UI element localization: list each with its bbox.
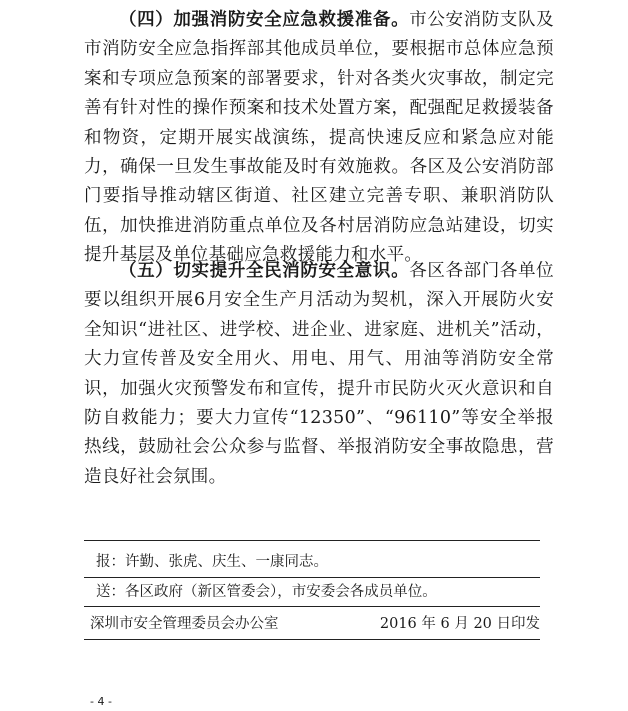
section-4-body: 市公安消防支队及市消防安全应急指挥部其他成员单位，要根据市总体应急预案和专项应急预案的部署要求，针对各类火灾事故，制定完善有针对性的操作预案和技术处置方案，配强配足救援装备和物资，定期开展实战演练，提高快速反应和紧急应对能力，确保一旦发生事故能及时有效施救。各区及公安消防部门要指导推动辖区街道、社区建立完善专职、兼职消防队伍，加快推进消防重点单位及各村居消防应急站建设，切实提升基层及单位基础应急救援能力和水平。 bbox=[84, 10, 554, 266]
section-4-paragraph bbox=[84, 6, 554, 271]
distribution-top-rule bbox=[84, 540, 540, 541]
page-number: - 4 - bbox=[90, 695, 112, 708]
section-4-heading: （四）加强消防安全应急救援准备。 bbox=[119, 10, 410, 30]
report-to-line: 报：许勤、张虎、庆生、一康同志。 bbox=[96, 554, 328, 570]
distribution-bottom-rule bbox=[84, 639, 540, 640]
issuer-name: 深圳市安全管理委员会办公室 bbox=[90, 616, 279, 632]
issue-date: 2016 年 6 月 20 日印发 bbox=[379, 616, 540, 632]
distribution-middle-rule bbox=[84, 577, 540, 578]
send-to-line: 送：各区政府（新区管委会），市安委会各成员单位。 bbox=[96, 584, 437, 600]
section-5-paragraph bbox=[84, 257, 554, 492]
distribution-lower-rule bbox=[84, 606, 540, 607]
section-5-heading: （五）切实提升全民消防安全意识。 bbox=[119, 261, 410, 281]
section-5-body: 各区各部门各单位要以组织开展6月安全生产月活动为契机，深入开展防火安全知识“进社区、进学校、进企业、进家庭、进机关”活动，大力宣传普及安全用火、用电、用气、用油等消防安全常识，加强火灾预警发布和宣传，提升市民防火灭火意识和自防自救能力；要大力宣传“12350”、“96110”等安全举报热线，鼓励社会公众参与监督、举报消防安全事故隐患，营造良好社会氛围。 bbox=[84, 261, 554, 487]
